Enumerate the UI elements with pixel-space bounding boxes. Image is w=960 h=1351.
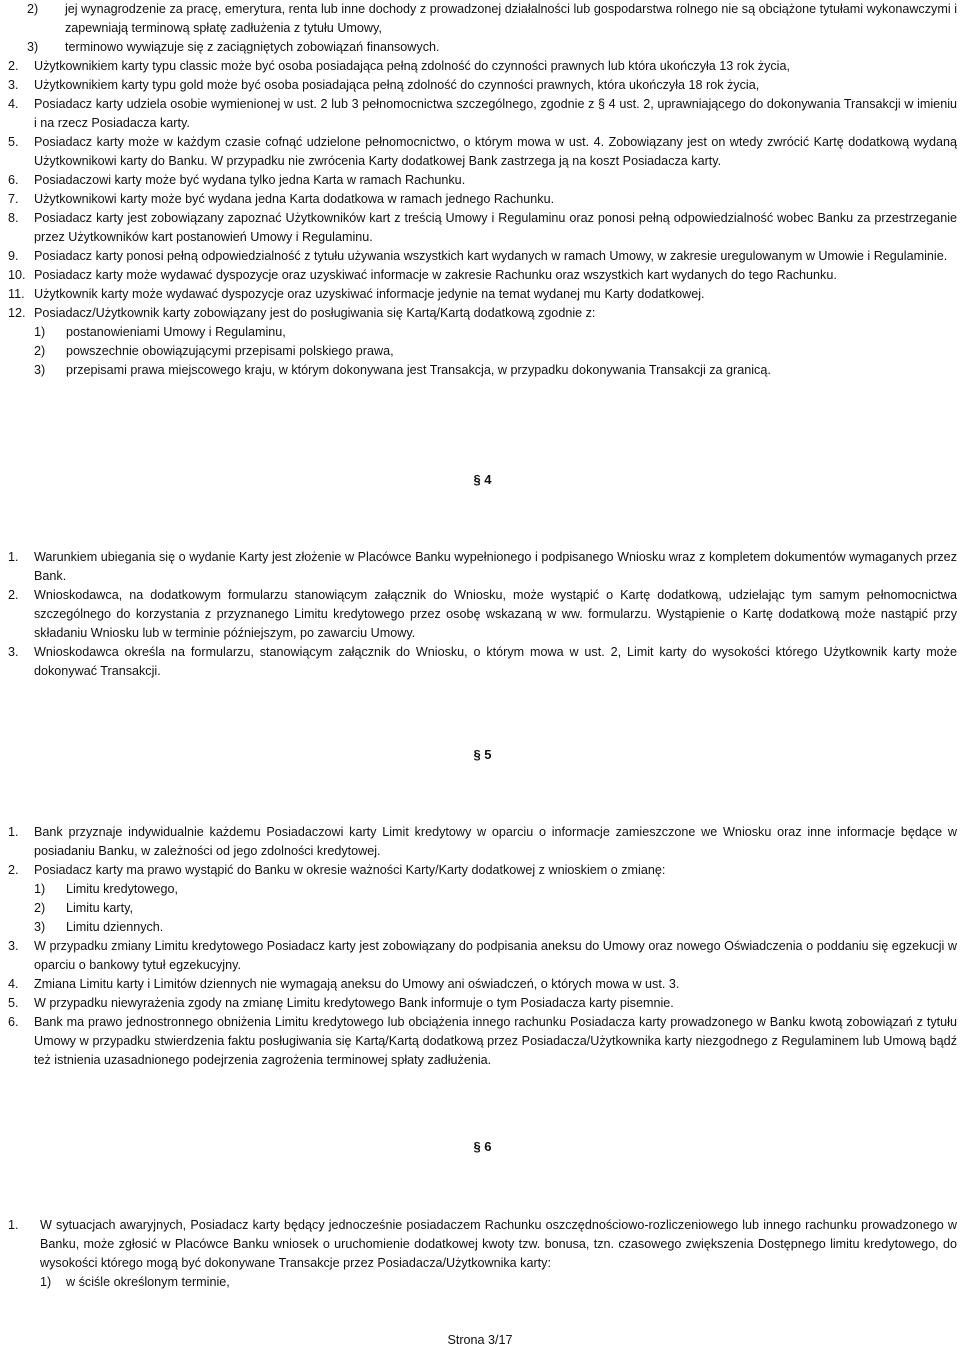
item-number: 3. bbox=[8, 645, 19, 659]
item-text: Posiadacz karty ponosi pełną odpowiedzialność z tytułu używania wszystkich kart wydanych w ramach Umowy, w zakresie uregulowanym w Umowie i Regulaminie. bbox=[34, 249, 948, 263]
sub-list-item bbox=[34, 361, 957, 380]
list-item bbox=[8, 190, 957, 209]
item-number: 3) bbox=[27, 40, 39, 54]
sub-list bbox=[8, 880, 957, 937]
list-item bbox=[8, 994, 957, 1013]
section-5-list bbox=[8, 823, 957, 1070]
item-text: W sytuacjach awaryjnych, Posiadacz karty będący jednocześnie posiadaczem Rachunku oszczędnościowo-rozliczeniowego lub innego rachunku prowadzonego w Banku, może zgłosić w Placówce Banku wniosek o uruchomienie dodatkowej kwoty tzw. bonusa, tzn. czasowego zwiększenia Dostępnego limitu kredytowego, do wysokości którego mogą być dokonywane Transakcje przez Posiadacza/Użytkownika karty: bbox=[40, 1218, 957, 1270]
item-text: Użytkownikiem karty typu gold może być osoba posiadająca pełną zdolność do czynności prawnych, która ukończyła 18 rok życia, bbox=[34, 78, 760, 92]
item-text: powszechnie obowiązującymi przepisami polskiego prawa, bbox=[66, 344, 394, 358]
list-item bbox=[8, 1013, 957, 1070]
section-heading: § 4 bbox=[473, 472, 492, 487]
item-number: 2. bbox=[8, 863, 19, 877]
item-text: jej wynagrodzenie za pracę, emerytura, renta lub inne dochody z prowadzonej działalności lub gospodarstwa rolnego nie są obciążone tytułami wykonawczymi i zapewniają terminową spłatę zadłużenia z tytułu Umowy, bbox=[65, 2, 957, 35]
item-text: Limitu karty, bbox=[66, 901, 133, 915]
list-item bbox=[8, 823, 957, 861]
item-number: 7. bbox=[8, 192, 19, 206]
item-number: 1) bbox=[34, 882, 46, 896]
list-item bbox=[8, 57, 957, 76]
item-number: 6. bbox=[8, 1015, 19, 1029]
item-number: 8. bbox=[8, 211, 19, 225]
list-item bbox=[8, 643, 957, 681]
item-number: 2) bbox=[34, 344, 46, 358]
list-item bbox=[8, 247, 957, 266]
list-item bbox=[8, 975, 957, 994]
section-heading: § 6 bbox=[473, 1139, 492, 1154]
item-number: 11. bbox=[8, 287, 25, 301]
item-number: 5. bbox=[8, 996, 19, 1010]
item-text: Użytkownikowi karty może być wydana jedna Karta dodatkowa w ramach jednego Rachunku. bbox=[34, 192, 555, 206]
item-text: Posiadacz karty ma prawo wystąpić do Banku w okresie ważności Karty/Karty dodatkowej z wnioskiem o zmianę: bbox=[34, 863, 666, 877]
item-text: Użytkownik karty może wydawać dyspozycje oraz uzyskiwać informacje jedynie na temat wydanej mu Karty dodatkowej. bbox=[34, 287, 705, 301]
item-number: 2. bbox=[8, 59, 19, 73]
page-number-footer: Strona 3/17 bbox=[447, 1333, 513, 1347]
list-item bbox=[8, 548, 957, 586]
item-text: Wnioskodawca określa na formularzu, stanowiącym załącznik do Wniosku, o którym mowa w ust. 2, Limit karty do wysokości którego Użytkownik karty może dokonywać Transakcji. bbox=[34, 645, 957, 678]
item-text: Limitu kredytowego, bbox=[66, 882, 178, 896]
item-text: Wnioskodawca, na dodatkowym formularzu stanowiącym załącznik do Wniosku, może wystąpić o Kartę dodatkową, udzielając tym samym pełnomocnictwa szczególnego do korzystania z przyznanego Limitu kredytowego przez osobę wskazaną w ww. formularzu. Wystąpienie o Kartę dodatkową może nastąpić przy składaniu Wniosku lub w terminie późniejszym, po zawarciu Umowy. bbox=[34, 588, 957, 640]
list-item bbox=[8, 304, 957, 323]
item-text: terminowo wywiązuje się z zaciągniętych zobowiązań finansowych. bbox=[65, 40, 440, 54]
list-item bbox=[8, 95, 957, 133]
item-number: 2) bbox=[27, 2, 39, 16]
sub-list-item bbox=[34, 899, 957, 918]
item-number: 2) bbox=[34, 901, 46, 915]
numbered-list-a bbox=[8, 57, 957, 380]
list-item bbox=[8, 76, 957, 95]
sub-list-item bbox=[34, 918, 957, 937]
item-text: Posiadacz karty może w każdym czasie cofnąć udzielone pełnomocnictwo, o którym mowa w ust. 4. Zobowiązany jest on wtedy zwrócić Kartę dodatkową wydaną Użytkownikowi karty do Banku. W przypadku nie zwrócenia Karty dodatkowej Bank zastrzega ją na koszt Posiadacza karty. bbox=[34, 135, 957, 168]
item-text: Bank przyznaje indywidualnie każdemu Posiadaczowi karty Limit kredytowy w oparciu o informacje zamieszczone we Wniosku oraz inne informacje będące w posiadaniu Banku, w zależności od jego zdolności kredytowej. bbox=[34, 825, 957, 858]
list-item bbox=[8, 209, 957, 247]
item-text: Warunkiem ubiegania się o wydanie Karty jest złożenie w Placówce Banku wypełnionego i podpisanego Wniosku wraz z kompletem dokumentów wymaganych przez Bank. bbox=[34, 550, 957, 583]
item-number: 2. bbox=[8, 588, 19, 602]
item-text: Posiadacz karty udziela osobie wymienionej w ust. 2 lub 3 pełnomocnictwa szczególnego, zgodnie z § 4 ust. 2, uprawniającego do dokonywania Transakcji w imieniu i na rzecz Posiadacza karty. bbox=[34, 97, 957, 130]
sub-list-item bbox=[34, 880, 957, 899]
item-text: W przypadku niewyrażenia zgody na zmianę Limitu kredytowego Bank informuje o tym Posiadacza karty pisemnie. bbox=[34, 996, 674, 1010]
list-item bbox=[8, 133, 957, 171]
item-text: Użytkownikiem karty typu classic może być osoba posiadająca pełną zdolność do czynności prawnych lub która ukończyła 13 rok życia, bbox=[34, 59, 790, 73]
item-number: 3. bbox=[8, 939, 19, 953]
sub-list-item bbox=[34, 323, 957, 342]
item-text: w ściśle określonym terminie, bbox=[66, 1275, 230, 1289]
item-number: 9. bbox=[8, 249, 19, 263]
item-text: postanowieniami Umowy i Regulaminu, bbox=[66, 325, 286, 339]
item-number: 3) bbox=[34, 920, 46, 934]
item-number: 1. bbox=[8, 550, 19, 564]
item-text: Posiadacz karty jest zobowiązany zapoznać Użytkowników kart z treścią Umowy i Regulaminu oraz ponosi pełną odpowiedzialność wobec Banku za przestrzeganie przez Użytkowników kart postanowień Umowy i Regulaminu. bbox=[34, 211, 957, 244]
section-6-list bbox=[8, 1216, 957, 1292]
list-item bbox=[8, 861, 957, 880]
item-number: 3. bbox=[8, 78, 19, 92]
item-number: 1) bbox=[40, 1275, 52, 1289]
list-item bbox=[8, 285, 957, 304]
item-number: 4. bbox=[8, 977, 19, 991]
item-text: Zmiana Limitu karty i Limitów dziennych nie wymagają aneksu do Umowy ani oświadczeń, o których mowa w ust. 3. bbox=[34, 977, 680, 991]
item-number: 5. bbox=[8, 135, 19, 149]
item-text: W przypadku zmiany Limitu kredytowego Posiadacz karty jest zobowiązany do podpisania aneksu do Umowy oraz nowego Oświadczenia o poddaniu się egzekucji w oparciu o bankowy tytuł egzekucyjny. bbox=[34, 939, 957, 972]
item-text: Posiadacz/Użytkownik karty zobowiązany jest do posługiwania się Kartą/Kartą dodatkową zgodnie z: bbox=[34, 306, 596, 320]
list-item bbox=[8, 266, 957, 285]
item-number: 1. bbox=[8, 825, 19, 839]
item-number: 1) bbox=[34, 325, 46, 339]
item-text: Posiadaczowi karty może być wydana tylko jedna Karta w ramach Rachunku. bbox=[34, 173, 466, 187]
item-number: 12. bbox=[8, 306, 26, 320]
list-item bbox=[8, 937, 957, 975]
list-item bbox=[8, 586, 957, 643]
section-4-list bbox=[8, 548, 957, 681]
list-item bbox=[8, 171, 957, 190]
item-text: Limitu dziennych. bbox=[66, 920, 164, 934]
sub-list-item bbox=[34, 342, 957, 361]
item-text: Posiadacz karty może wydawać dyspozycje oraz uzyskiwać informacje w zakresie Rachunku oraz wszystkich kart wydanych do tego Rachunku. bbox=[34, 268, 837, 282]
item-text: Bank ma prawo jednostronnego obniżenia Limitu kredytowego lub obciążenia innego rachunku Posiadacza karty prowadzonego w Banku kwotą zobowiązań z tytułu Umowy w przypadku stwierdzenia faktu posługiwania się Kartą/Kartą dodatkową przez Posiadacza/Użytkownika karty niezgodnego z Regulaminem lub Umową bądź też istnienia uzasadnionego podejrzenia zagrożenia terminowej spłaty zadłużenia. bbox=[34, 1015, 957, 1067]
intro-list bbox=[27, 0, 957, 57]
item-text: przepisami prawa miejscowego kraju, w którym dokonywana jest Transakcja, w przypadku dokonywania Transakcji za granicą. bbox=[66, 363, 771, 377]
item-number: 10. bbox=[8, 268, 26, 282]
item-number: 3) bbox=[34, 363, 46, 377]
sub-list bbox=[8, 323, 957, 380]
list-item bbox=[27, 0, 957, 38]
item-number: 6. bbox=[8, 173, 19, 187]
item-number: 1. bbox=[8, 1218, 19, 1232]
sub-list-item bbox=[40, 1273, 957, 1292]
item-number: 4. bbox=[8, 97, 19, 111]
list-item bbox=[27, 38, 957, 57]
section-heading: § 5 bbox=[473, 747, 492, 762]
list-item bbox=[8, 1216, 957, 1273]
sub-list bbox=[8, 1273, 957, 1292]
